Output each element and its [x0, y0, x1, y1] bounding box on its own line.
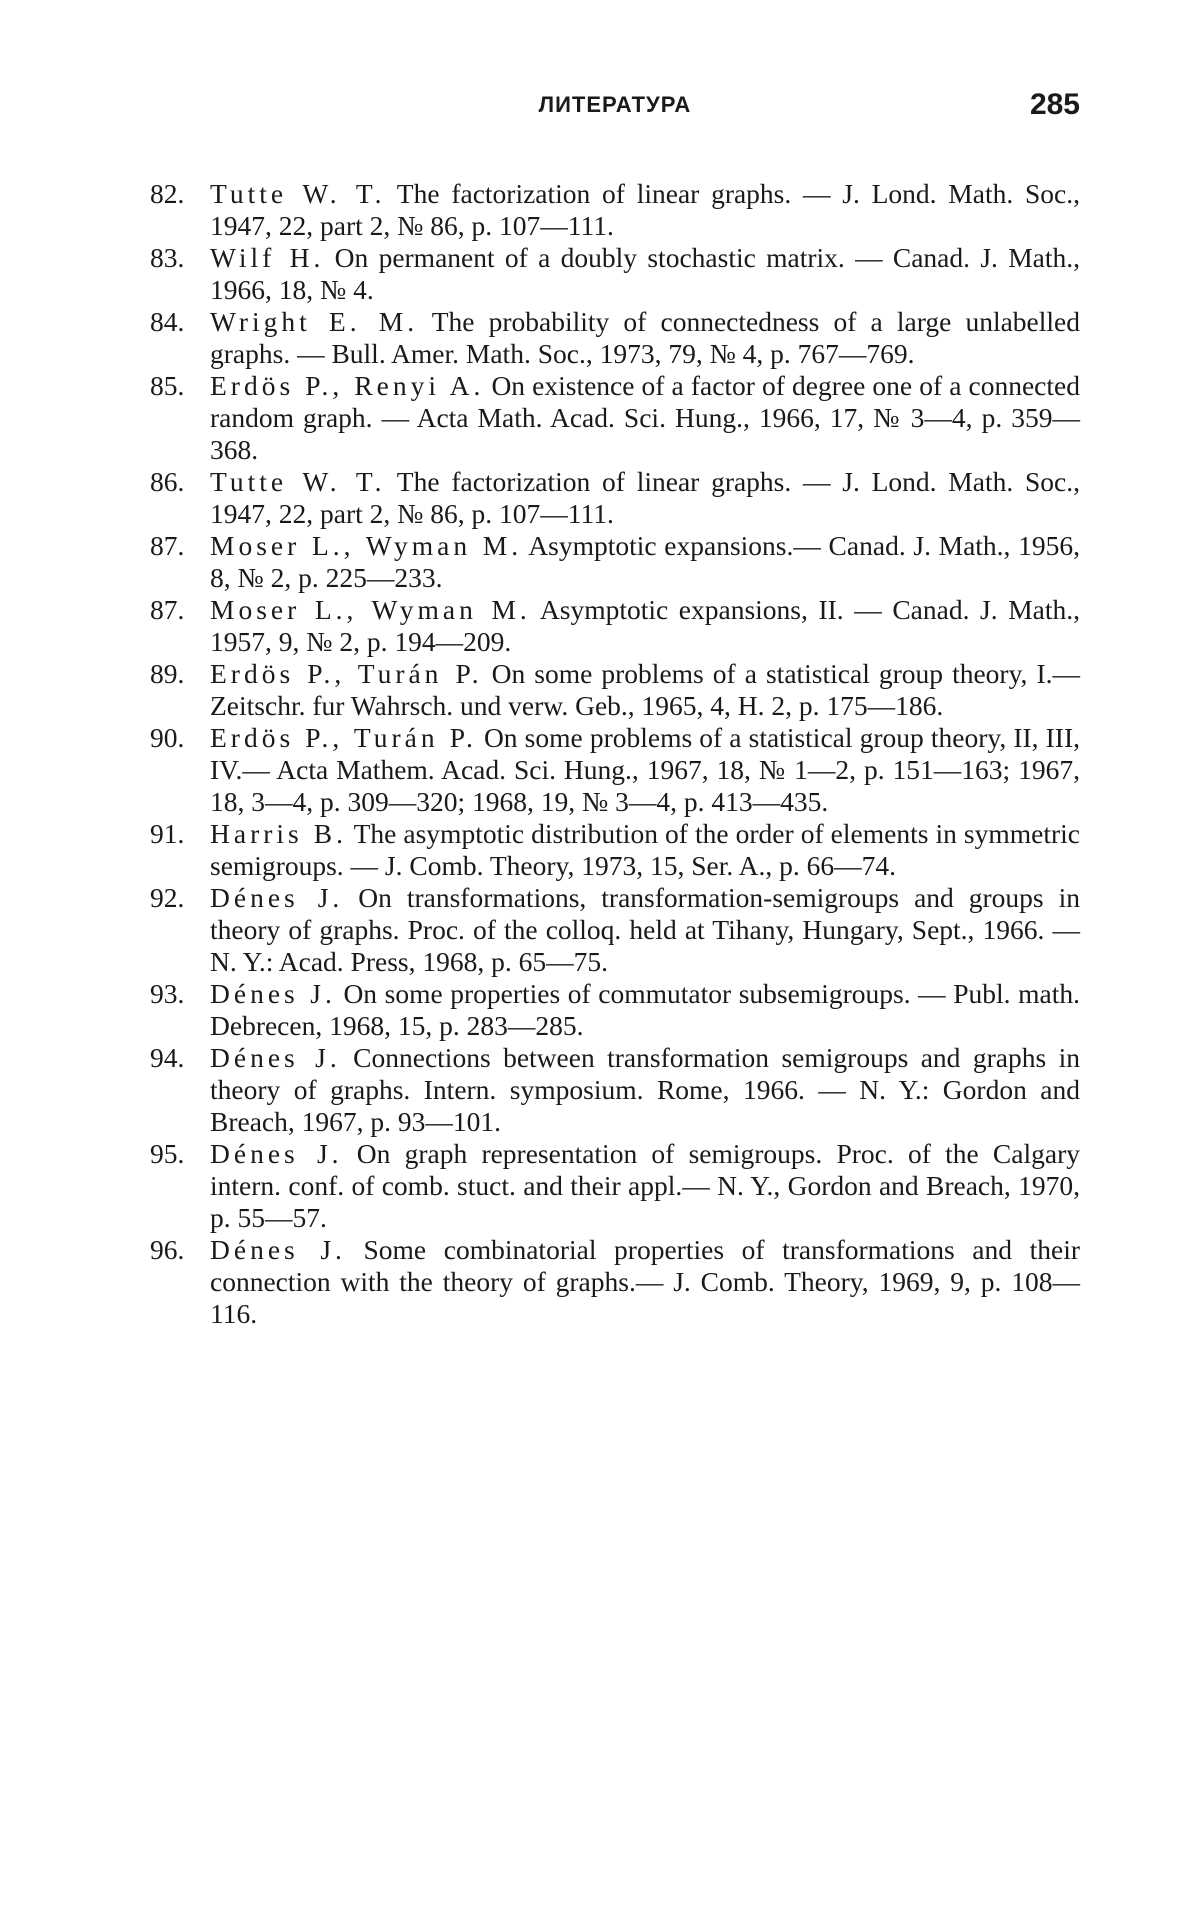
reference-number: 90. [150, 722, 185, 753]
reference-item [150, 466, 1080, 530]
reference-number: 92. [150, 882, 185, 913]
running-title: ЛИТЕРАТУРА [538, 92, 692, 117]
reference-number: 93. [150, 978, 185, 1009]
reference-text: On existence of a factor of degree one of a connected random graph. — Acta Math. Acad. Sci. Hung., 1966, 17, № 3—4, p. 359—368. [210, 370, 1080, 465]
reference-item [150, 722, 1080, 818]
reference-number: 94. [150, 1042, 185, 1073]
reference-text: On permanent of a doubly stochastic matrix. — Canad. J. Math., 1966, 18, № 4. [210, 242, 1080, 305]
reference-number: 85. [150, 370, 185, 401]
reference-author: Dénes J. [210, 882, 344, 913]
reference-author: Erdös P., Turán P. [210, 722, 477, 753]
reference-item [150, 530, 1080, 594]
reference-item [150, 178, 1080, 242]
reference-text: On transformations, transformation-semigroups and groups in theory of graphs. Proc. of the colloq. held at Tihany, Hungary, Sept., 1966. — N. Y.: Acad. Press, 1968, p. 65—75. [210, 882, 1080, 977]
reference-author: Erdös P., Renyi A. [210, 370, 485, 401]
reference-item [150, 1138, 1080, 1234]
reference-item [150, 594, 1080, 658]
reference-text: The factorization of linear graphs. — J. Lond. Math. Soc., 1947, 22, part 2, № 86, p. 107—111. [210, 178, 1080, 241]
reference-item [150, 1042, 1080, 1138]
reference-text: Some combinatorial properties of transformations and their connection with the theory of graphs.— J. Comb. Theory, 1969, 9, p. 108—116. [210, 1234, 1080, 1329]
reference-item [150, 370, 1080, 466]
reference-number: 96. [150, 1234, 185, 1265]
reference-author: Erdös P., Turán P. [210, 658, 483, 689]
reference-number: 82. [150, 178, 185, 209]
reference-number: 86. [150, 466, 185, 497]
reference-text: Asymptotic expansions, II. — Canad. J. Math., 1957, 9, № 2, p. 194—209. [210, 594, 1081, 657]
reference-number: 87. [150, 594, 185, 625]
reference-text: On some properties of commutator subsemigroups. — Publ. math. Debrecen, 1968, 15, p. 283—285. [210, 978, 1080, 1041]
reference-text: The probability of connectedness of a large unlabelled graphs. — Bull. Amer. Math. Soc., 1973, 79, № 4, p. 767—769. [210, 306, 1080, 369]
reference-text: Asymptotic expansions.— Canad. J. Math., 1956, 8, № 2, p. 225—233. [210, 530, 1080, 593]
reference-number: 87. [150, 530, 185, 561]
page-header [150, 88, 1080, 128]
reference-author: Harris B. [210, 818, 348, 849]
reference-text: Connections between transformation semigroups and graphs in theory of graphs. Intern. symposium. Rome, 1966. — N. Y.: Gordon and Breach, 1967, p. 93—101. [210, 1042, 1080, 1137]
reference-author: Wilf H. [210, 242, 325, 273]
reference-item [150, 306, 1080, 370]
reference-number: 89. [150, 658, 185, 689]
reference-text: The asymptotic distribution of the order of elements in symmetric semigroups. — J. Comb. Theory, 1973, 15, Ser. A., p. 66—74. [210, 818, 1081, 881]
page-number: 285 [1029, 88, 1080, 121]
reference-item [150, 658, 1080, 722]
reference-text: The factorization of linear graphs. — J. Lond. Math. Soc., 1947, 22, part 2, № 86, p. 107—111. [210, 466, 1080, 529]
reference-author: Tutte W. T. [210, 178, 386, 209]
reference-list [150, 178, 1080, 1330]
reference-text: On graph representation of semigroups. Proc. of the Calgary intern. conf. of comb. stuct. and their appl.— N. Y., Gordon and Breach, 1970, p. 55—57. [210, 1138, 1080, 1233]
reference-author: Dénes J. [210, 1138, 343, 1169]
reference-number: 91. [150, 818, 185, 849]
reference-text: On some problems of a statistical group theory, I.— Zeitschr. fur Wahrsch. und verw. Geb., 1965, 4, H. 2, p. 175—186. [210, 658, 1080, 721]
reference-author: Dénes J. [210, 1234, 346, 1265]
reference-number: 83. [150, 242, 185, 273]
reference-item [150, 818, 1080, 882]
reference-author: Dénes J. [210, 1042, 341, 1073]
reference-author: Wright E. M. [210, 306, 419, 337]
reference-item [150, 882, 1080, 978]
reference-number: 84. [150, 306, 185, 337]
reference-text: On some problems of a statistical group theory, II, III, IV.— Acta Mathem. Acad. Sci. Hung., 1967, 18, № 1—2, p. 151—163; 1967, 18, 3—4, p. 309—320; 1968, 19, № 3—4, p. 413—435. [210, 722, 1080, 817]
reference-number: 95. [150, 1138, 185, 1169]
reference-item [150, 242, 1080, 306]
reference-author: Dénes J. [210, 978, 336, 1009]
reference-author: Moser L., Wyman M. [210, 530, 523, 561]
reference-item [150, 978, 1080, 1042]
reference-author: Tutte W. T. [210, 466, 386, 497]
reference-item [150, 1234, 1080, 1330]
reference-author: Moser L., Wyman M. [210, 594, 531, 625]
